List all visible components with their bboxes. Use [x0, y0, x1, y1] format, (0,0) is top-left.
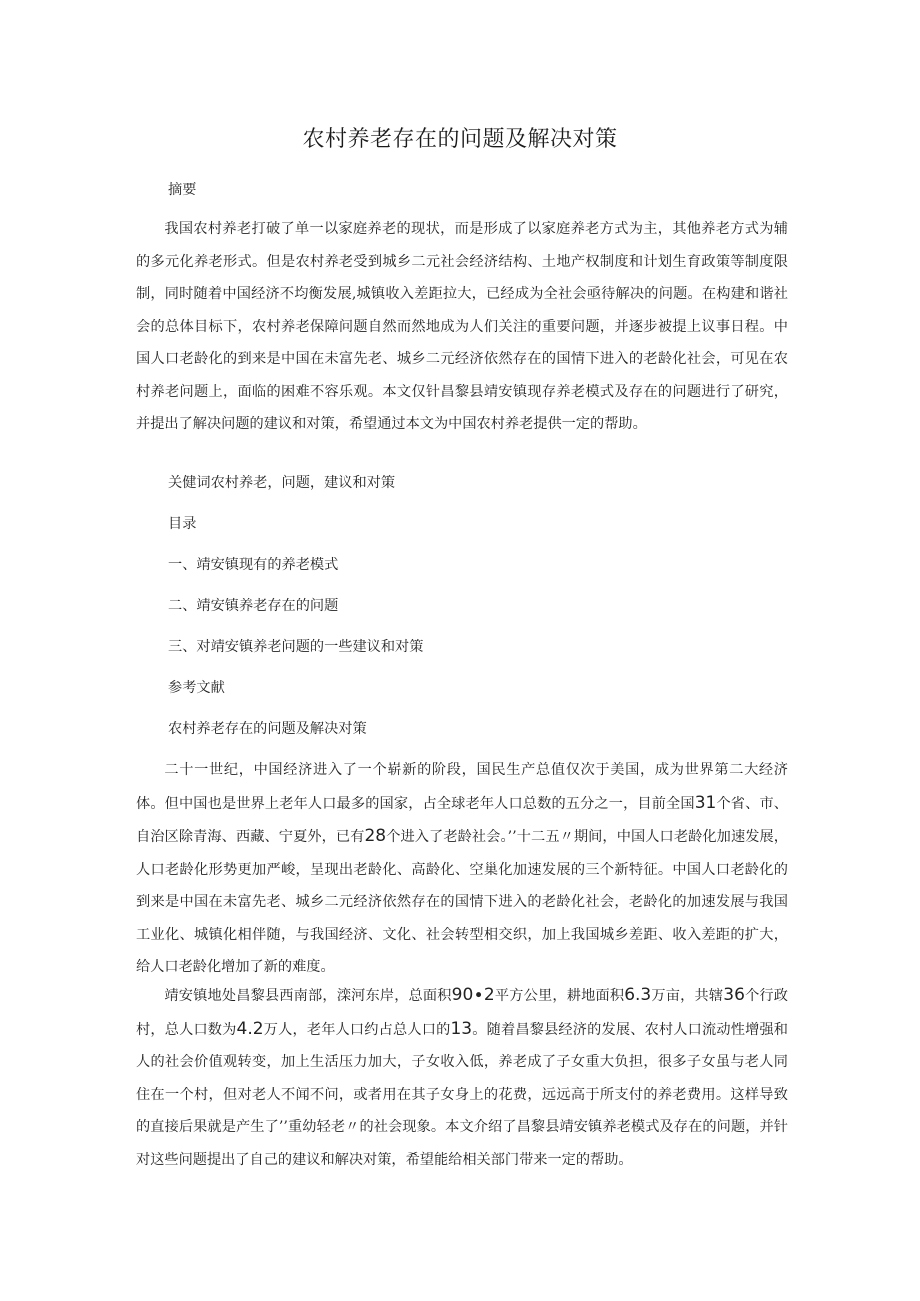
elderly-percentage: 13 [450, 1018, 473, 1039]
body-paragraph-2 [136, 979, 788, 1176]
body-heading: 农村养老存在的问题及解决对策 [168, 721, 367, 737]
paragraph-text: 万亩，共辖 [651, 988, 724, 1004]
toc-item-2: 二、靖安镇养老存在的问题 [168, 598, 339, 614]
paragraph-text: 个省、市、自治区除青海、西藏、宁夏外，已有 [136, 795, 788, 845]
province-count: 31 [694, 792, 717, 813]
paragraph-text: 靖安镇地处昌黎县西南部，滦河东岸，总面积 [164, 988, 452, 1004]
village-count: 36 [723, 985, 745, 1005]
paragraph-text: 平方公里，耕地面积 [494, 988, 625, 1004]
farmland-area-value: 6.3 [624, 985, 652, 1005]
paragraph-text: 。随着昌黎县经济的发展、农村人口流动性增强和人的社会价值观转变，加上生活压力加大，子女收入低，养老成了子女重大负担，很多子女虽与老人同住在一个村，但对老人不闻不问，或者用在其子女身上的花费，远远高于所支付的养老费用。这样导致的直接后果就是产生了’’重幼轻老〃的社会现象。本文介绍了昌黎县靖安镇养老模式及存在的问题，并针对这些问题提出了自己的建议和解决对策，希望能给相关部门带来一定的帮助。 [136, 1021, 788, 1168]
paragraph-text: 二十一世纪，中国经济进入了一个崭新的阶段，国民生产总值仅次于美国，成为世界第二大经济体。但中国也是世界上老年人口最多的国家，占全球老年人口总数的五分之一，目前全国 [136, 762, 788, 812]
paragraph-text: 个进入了老龄社会。’’十二五〃期间，中国人口老龄化加速发展，人口老龄化形势更加严峻，呈现出老龄化、高龄化、空巢化加速发展的三个新特征。中国人口老龄化的到来是中国在未富先老、城乡二元经济依然存在的国情下进入的老龄化社会，老龄化的加速发展与我国工业化、城镇化相伴随，与我国经济、文化、社会转型相交织，加上我国城乡差距、收入差距的扩大，给人口老龄化增加了新的难度。 [136, 829, 788, 975]
toc-heading: 目录 [168, 516, 197, 532]
abstract-heading: 摘要 [168, 182, 197, 198]
document-title: 农村养老存在的问题及解决对策 [302, 127, 618, 152]
toc-item-3: 三、对靖安镇养老问题的一些建议和对策 [168, 639, 424, 655]
paragraph-text: 万人，老年人口约占总人口的 [263, 1021, 451, 1038]
total-area-value: 90∙2 [451, 985, 495, 1005]
toc-item-1: 一、靖安镇现有的养老模式 [168, 557, 339, 573]
toc-item-references: 参考文献 [168, 680, 225, 696]
aging-province-count: 28 [364, 826, 387, 846]
body-paragraph-1 [136, 754, 788, 984]
population-value: 4.2 [236, 1018, 264, 1039]
keywords-line: 关健词农村养老，问题，建议和对策 [168, 475, 396, 491]
paragraph-text: 个行政村，总人口数为 [136, 988, 788, 1038]
abstract-paragraph: 我国农村养老打破了单一以家庭养老的现状，而是形成了以家庭养老方式为主，其他养老方式为辅的多元化养老形式。但是农村养老受到城乡二元社会经济结构、土地产权制度和计划生育政策等制度限制，同时随着中国经济不均衡发展,城镇收入差距拉大，已经成为全社会亟待解决的问题。在构建和谐社会的总体目标下，农村养老保障问题自然而然地成为人们关注的重要问题，并逐步被提上议事日程。中国人口老龄化的到来是中国在未富先老、城乡二元经济依然存在的国情下进入的老龄化社会，可见在农村养老问题上，面临的困难不容乐观。本文仅针昌黎县靖安镇现存养老模式及存在的问题进行了研究，并提出了解决问题的建议和对策，希望通过本文为中国农村养老提供一定的帮助。 [136, 221, 788, 432]
